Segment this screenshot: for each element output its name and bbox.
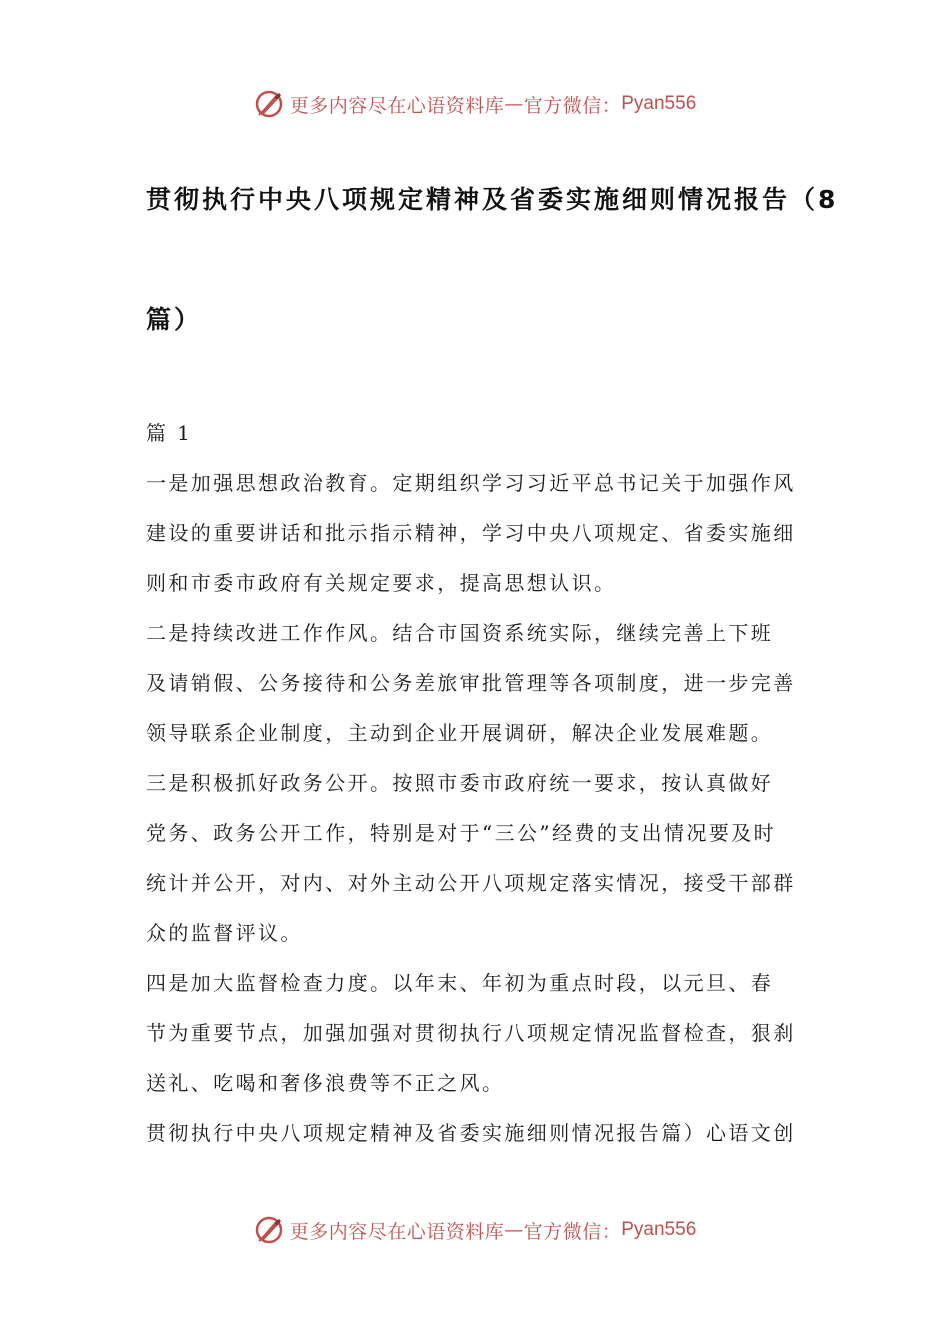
header-wechat-label: 官方微信： <box>523 94 622 117</box>
document-title-line2: 篇） <box>146 305 203 334</box>
section-heading: 篇 1 <box>146 421 193 445</box>
body-line: 建设的重要讲话和批示指示精神，学习中央八项规定、省委实施细 <box>146 521 796 545</box>
body-line: 三是积极抓好政务公开。按照市委市政府统一要求，按认真做好 <box>146 771 774 795</box>
pen-logo-icon <box>254 89 284 119</box>
body-line: 党务、政务公开工作，特别是对于“三公”经费的支出情况要及时 <box>146 821 777 845</box>
document-title-line1: 贯彻执行中央八项规定精神及省委实施细则情况报告（8 <box>146 185 839 214</box>
header-slogan: 更多内容尽在心语资料库 <box>289 94 505 117</box>
body-line: 及请销假、公务接待和公务差旅审批管理等各项制度，进一步完善 <box>146 671 796 695</box>
body-line: 贯彻执行中央八项规定精神及省委实施细则情况报告篇）心语文创 <box>146 1121 796 1145</box>
body-line: 领导联系企业制度，主动到企业开展调研，解决企业发展难题。 <box>146 721 774 745</box>
body-line: 二是持续改进工作作风。结合市国资系统实际，继续完善上下班 <box>146 621 774 645</box>
footer-banner <box>0 1208 950 1252</box>
body-line: 节为重要节点，加强加强对贯彻执行八项规定情况监督检查，狠刹 <box>146 1021 796 1045</box>
header-separator: — <box>504 93 524 115</box>
body-line: 送礼、吃喝和奢侈浪费等不正之风。 <box>146 1071 505 1095</box>
footer-wechat-label: 官方微信： <box>523 1220 622 1243</box>
body-line: 统计并公开，对内、对外主动公开八项规定落实情况，接受干部群 <box>146 871 796 895</box>
header-wechat-id: Pyan556 <box>621 93 697 114</box>
document-body <box>146 418 826 1168</box>
body-line: 四是加大监督检查力度。以年末、年初为重点时段，以元旦、春 <box>146 971 774 995</box>
header-banner <box>0 82 950 126</box>
footer-separator: — <box>504 1219 524 1241</box>
footer-slogan: 更多内容尽在心语资料库 <box>289 1220 505 1243</box>
pen-logo-icon <box>254 1215 284 1245</box>
body-line: 众的监督评议。 <box>146 921 303 945</box>
body-line: 一是加强思想政治教育。定期组织学习习近平总书记关于加强作风 <box>146 471 796 495</box>
footer-wechat-id: Pyan556 <box>621 1219 697 1240</box>
body-line: 则和市委市政府有关规定要求，提高思想认识。 <box>146 571 617 595</box>
